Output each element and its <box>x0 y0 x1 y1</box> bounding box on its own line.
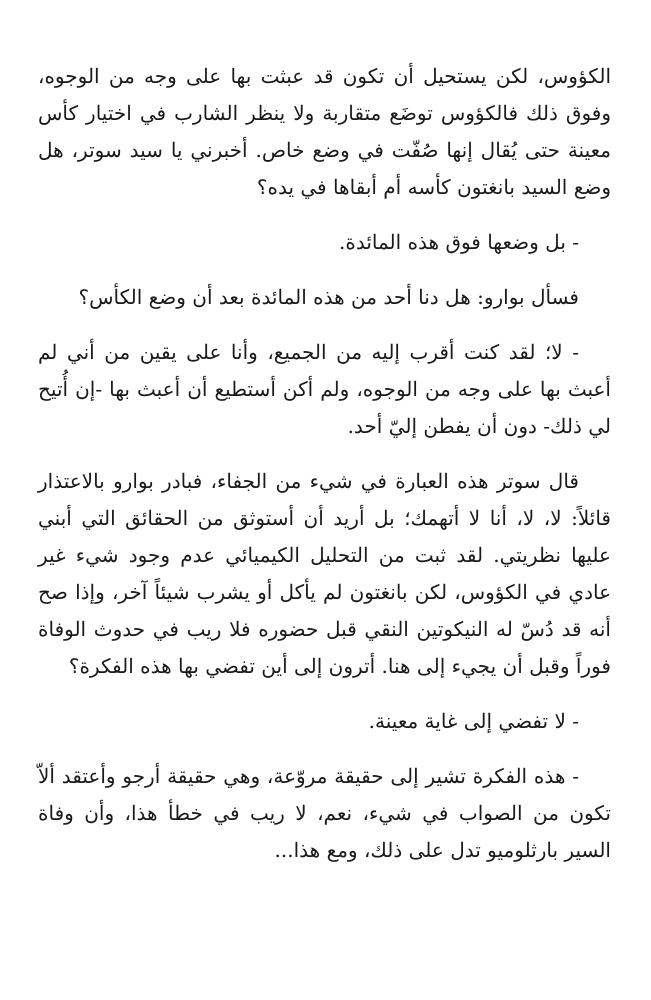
paragraph-4: - لا؛ لقد كنت أقرب إليه من الجميع، وأنا على يقين من أني لم أعبث بها على وجه من الوجوه، ولم أكن أستطيع أن أعبث بها -إن أُتيح لي ذلك- دون أن يفطن إليّ أحد. <box>38 340 611 438</box>
paragraph-6: - لا تفضي إلى غاية معينة. <box>368 709 579 733</box>
paragraph-1: الكؤوس، لكن يستحيل أن تكون قد عبثت بها على وجه من الوجوه، وفوق ذلك فالكؤوس توضَع متقاربة ولا ينظر الشارب في اختيار كأس معينة حتى يُقال إنها صُفّت في وضع خاص. أخبرني يا سيد سوتر، هل وضع السيد بانغتون كأسه أم أبقاها في يده؟ <box>38 64 611 199</box>
paragraph-7: - هذه الفكرة تشير إلى حقيقة مروّعة، وهي حقيقة أرجو وأعتقد ألاّ تكون من الصواب في شيء، نعم، لا ريب في خطأ هذا، وأن وفاة السير بارثلوميو تدل على ذلك، ومع هذا... <box>38 764 611 862</box>
paragraph-2: - بل وضعها فوق هذه المائدة. <box>339 230 579 254</box>
paragraph-5: قال سوتر هذه العبارة في شيء من الجفاء، فبادر بوارو بالاعتذار قائلاً: لا، لا، أنا لا أتهمك؛ بل أريد أن أستوثق من الحقائق التي أبني عليها نظريتي. لقد ثبت من التحليل الكيميائي عدم وجود شيء غير عادي في الكؤوس، لكن بانغتون لم يأكل أو يشرب شيئاً آخر، وإذا صح أنه قد دُسّ له النيكوتين النقي قبل حضوره فلا ريب في حدوث الوفاة فوراً وقبل أن يجيء إلى هنا. أترون إلى أين تفضي بها هذه الفكرة؟ <box>38 469 611 678</box>
page-text <box>38 58 611 869</box>
paragraph-3: فسأل بوارو: هل دنا أحد من هذه المائدة بعد أن وضع الكأس؟ <box>78 285 579 309</box>
